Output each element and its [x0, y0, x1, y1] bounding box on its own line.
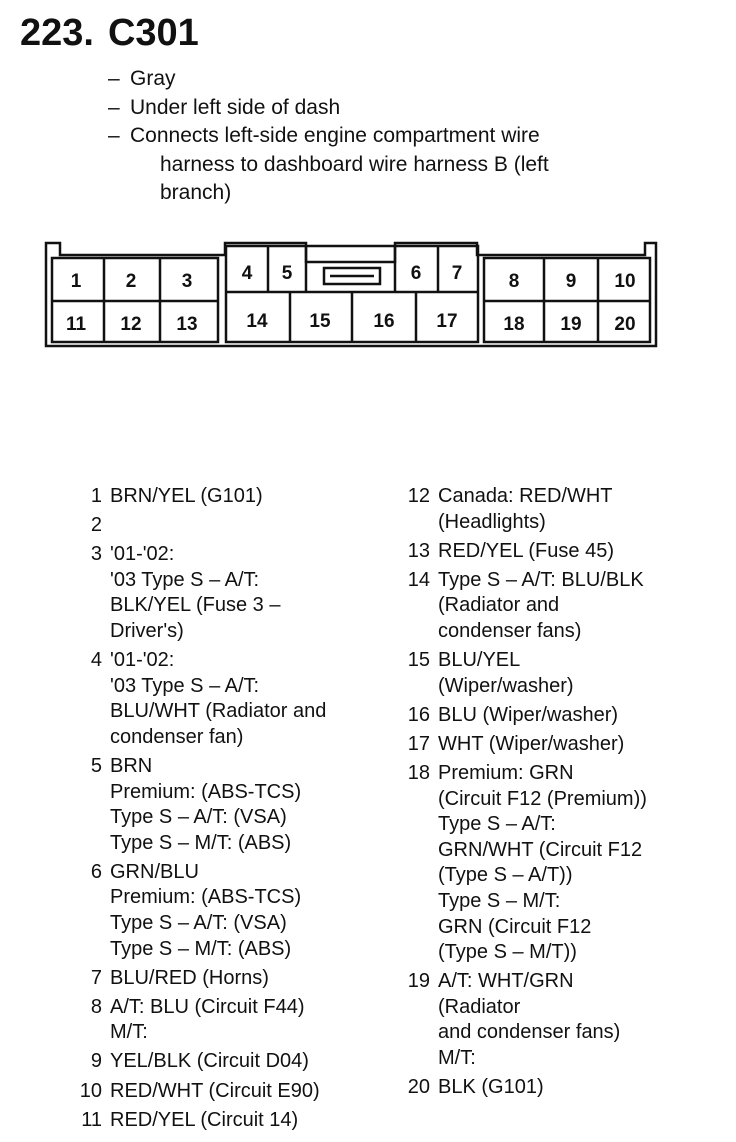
pin-line: BLU (Wiper/washer)	[438, 703, 619, 726]
pin-line: Type S – M/T: (ABS)	[110, 831, 292, 854]
pin-line: A/T: WHT/GRN	[438, 970, 574, 993]
pin-number: 19	[407, 970, 430, 993]
pin-description	[438, 568, 728, 645]
pin-number: 6	[90, 860, 102, 883]
pin-description	[110, 1079, 370, 1105]
note-text: Under left side of dash	[130, 95, 341, 119]
pin-3	[70, 542, 370, 644]
pin-14	[398, 568, 728, 645]
pin-number: 11	[81, 1108, 102, 1131]
pin-line: '01-'02:	[110, 649, 175, 672]
pin-line: Premium: GRN	[438, 761, 574, 784]
pin-line: condenser fan)	[110, 725, 244, 748]
pin-line: M/T:	[110, 1021, 148, 1044]
pin-line: RED/YEL (Circuit 14)	[110, 1108, 299, 1131]
connector-id: C301	[107, 12, 199, 54]
pin-17	[398, 732, 728, 758]
pin-6	[70, 860, 370, 962]
pin-line: GRN (Circuit F12	[438, 915, 592, 938]
pin-number: 5	[90, 754, 102, 777]
cell-13: 13	[176, 314, 198, 335]
pin-line: Canada: RED/WHT	[438, 485, 613, 507]
pin-line: Premium: (ABS-TCS)	[110, 780, 302, 803]
pin-number: 16	[407, 703, 430, 726]
pin-line: (Radiator	[438, 995, 521, 1018]
pin-number: 15	[407, 649, 430, 672]
pin-13	[398, 539, 728, 565]
pin-8	[70, 995, 370, 1046]
pin-10	[70, 1079, 370, 1105]
pin-line: Type S – M/T:	[438, 889, 561, 912]
pin-line: Premium: (ABS-TCS)	[110, 886, 302, 909]
cell-14: 14	[246, 311, 268, 332]
pin-2	[70, 513, 370, 539]
pin-line: BRN/YEL (G101)	[110, 485, 263, 507]
pin-number: 9	[90, 1050, 102, 1073]
pin-number: 18	[407, 761, 430, 784]
pin-number: 17	[407, 732, 430, 755]
pin-description	[110, 484, 370, 510]
pin-number: 8	[90, 995, 102, 1018]
pin-number: 12	[407, 485, 430, 507]
pin-line: '03 Type S – A/T:	[110, 568, 260, 591]
pin-description	[438, 761, 728, 966]
pin-description	[110, 648, 370, 750]
pin-line: (Type S – M/T))	[438, 941, 577, 964]
item-number: 223.	[20, 12, 94, 54]
pin-line: RED/WHT (Circuit E90)	[110, 1079, 320, 1102]
pin-description	[110, 1049, 370, 1075]
cell-3: 3	[181, 271, 193, 292]
pin-list-left	[70, 484, 370, 1137]
pin-line: A/T: BLU (Circuit F44)	[110, 995, 305, 1018]
pin-number: 1	[90, 485, 102, 507]
pin-line: Type S – A/T: (VSA)	[110, 806, 287, 829]
note-line: branch)	[160, 181, 232, 204]
cell-10: 10	[614, 271, 636, 292]
note-line: harness to dashboard wire harness B (left	[160, 152, 549, 176]
note-dash: –	[108, 124, 120, 147]
pin-line: (Circuit F12 (Premium))	[438, 787, 647, 810]
cell-12: 12	[120, 314, 142, 335]
pin-line: BLU/YEL	[438, 649, 521, 672]
cell-11: 11	[65, 314, 87, 335]
pin-line: M/T:	[438, 1046, 476, 1069]
pin-description	[110, 860, 370, 962]
cell-5: 5	[281, 263, 293, 284]
pin-description	[438, 484, 728, 535]
pin-number: 13	[407, 539, 430, 562]
cell-1: 1	[70, 271, 82, 292]
pin-line: RED/YEL (Fuse 45)	[438, 539, 614, 562]
pin-number: 3	[90, 543, 102, 566]
cell-6: 6	[410, 263, 422, 284]
pin-line: (Type S – A/T))	[438, 864, 573, 887]
pin-description	[110, 1108, 370, 1134]
pin-line: Driver's)	[110, 619, 184, 642]
pin-line: Type S – A/T: BLU/BLK	[438, 568, 644, 591]
pin-line: WHT (Wiper/washer)	[438, 732, 625, 755]
note-dash: –	[108, 95, 120, 119]
pin-description	[110, 754, 370, 856]
cell-20: 20	[614, 314, 636, 335]
cell-19: 19	[560, 314, 582, 335]
pin-line: GRN/BLU	[110, 860, 199, 883]
cell-16: 16	[373, 311, 395, 332]
pin-description	[438, 703, 728, 729]
cell-7: 7	[451, 263, 463, 284]
pin-description	[110, 966, 370, 992]
pin-20	[398, 1075, 728, 1101]
note-text: Gray	[130, 67, 176, 90]
pin-number: 14	[407, 568, 430, 591]
pin-5	[70, 754, 370, 856]
pin-9	[70, 1049, 370, 1075]
pin-7	[70, 966, 370, 992]
pin-line: (Headlights)	[438, 510, 546, 533]
pin-line: YEL/BLK (Circuit D04)	[110, 1050, 309, 1073]
pin-description	[110, 513, 370, 539]
pin-line: BLU/WHT (Radiator and	[110, 700, 327, 723]
pin-description	[438, 732, 728, 758]
pin-12	[398, 484, 728, 535]
pin-description	[110, 542, 370, 644]
pin-line: Type S – M/T: (ABS)	[110, 937, 292, 960]
pin-line: Type S – A/T: (VSA)	[110, 912, 287, 934]
pin-line: BLU/RED (Horns)	[110, 966, 269, 989]
note-line: Connects left-side engine compartment wire	[130, 124, 540, 147]
connector-diagram	[0, 0, 736, 360]
cell-2: 2	[125, 271, 137, 292]
pin-11	[70, 1108, 370, 1134]
pin-description	[438, 539, 728, 565]
pin-description	[438, 969, 728, 1071]
pin-15	[398, 648, 728, 699]
pin-line: (Wiper/washer)	[438, 674, 574, 697]
cell-9: 9	[565, 271, 577, 292]
pin-line: (Radiator and	[438, 594, 560, 617]
cell-18: 18	[503, 314, 525, 335]
pin-description	[438, 648, 728, 699]
pin-line: BRN	[110, 754, 153, 777]
pin-line: '03 Type S – A/T:	[110, 674, 260, 697]
pin-number: 7	[90, 966, 102, 989]
cell-15: 15	[309, 311, 331, 332]
note-dash: –	[108, 67, 120, 90]
pin-number: 2	[90, 514, 102, 537]
pin-number: 20	[407, 1076, 430, 1099]
pin-line: condenser fans)	[438, 619, 582, 642]
pin-19	[398, 969, 728, 1071]
pin-4	[70, 648, 370, 750]
pin-16	[398, 703, 728, 729]
pin-description	[110, 995, 370, 1046]
pin-line: '01-'02:	[110, 543, 175, 566]
pin-line: BLK (G101)	[438, 1076, 544, 1099]
pin-number: 10	[79, 1079, 102, 1102]
pin-list-right	[398, 484, 728, 1104]
cell-4: 4	[241, 263, 253, 284]
pin-line: BLK/YEL (Fuse 3 –	[110, 594, 281, 617]
pin-line: and condenser fans)	[438, 1021, 621, 1044]
pin-line: GRN/WHT (Circuit F12	[438, 838, 643, 861]
pin-description	[438, 1075, 728, 1101]
pin-line: Type S – A/T:	[438, 813, 556, 836]
pin-number: 4	[90, 649, 102, 672]
pin-1	[70, 484, 370, 510]
cell-8: 8	[508, 271, 520, 292]
pin-18	[398, 761, 728, 966]
cell-17: 17	[436, 311, 458, 332]
